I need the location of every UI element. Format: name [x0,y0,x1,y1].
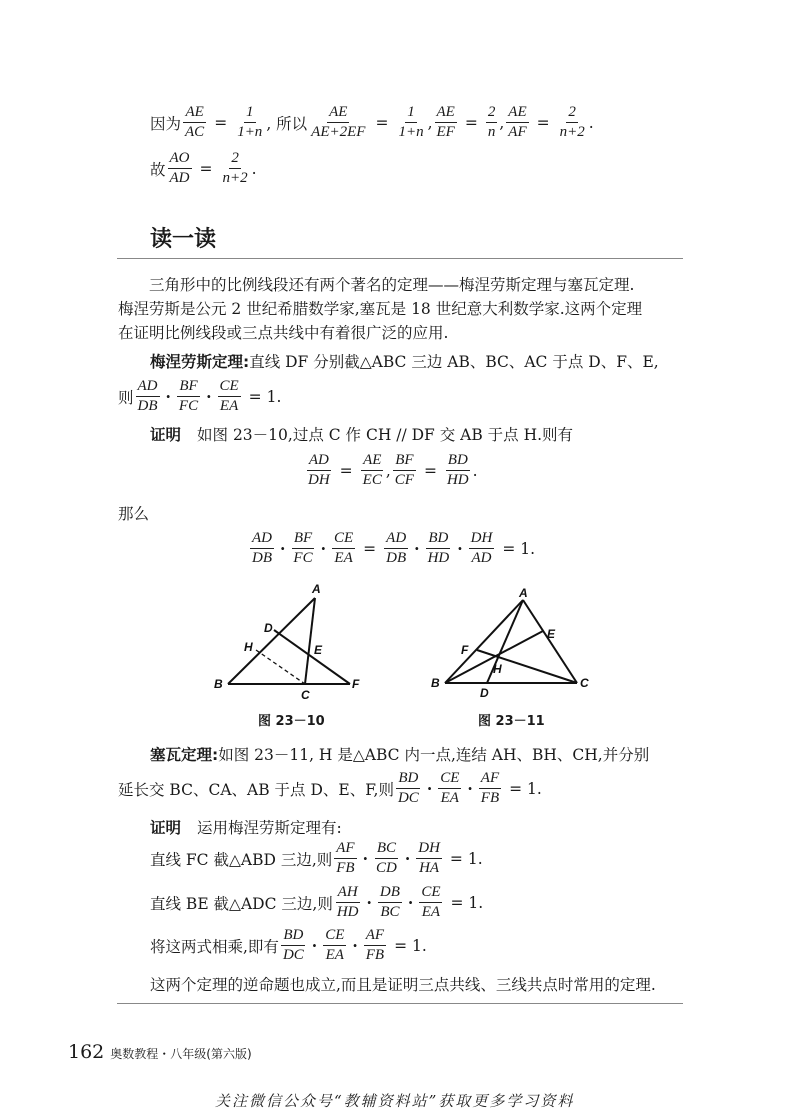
equals: = [214,113,228,132]
intro-line: 三角形中的比例线段还有两个著名的定理——梅涅劳斯定理与塞瓦定理. [149,276,635,294]
label-C: C [580,676,589,690]
fraction: $\frac{BF}{FC}$ [293,530,313,566]
fraction: $\frac{BD}{DC}$ [282,927,304,963]
fraction: $\frac{BF}{CF}$ [394,452,414,488]
fraction: $\frac{AD}{DB}$ [386,530,407,566]
fraction: $\frac{2}{n+2}$ [222,150,248,186]
ceva-statement: 塞瓦定理: 如图 23－11, H 是△ABC 内一点,连结 AH、BH、CH,并分别 [150,743,649,765]
formula-line-2: 故 $\frac{AO}{AD}$ = $\frac{2}{n+2}$ . [150,150,257,186]
label-H: H [493,662,502,676]
fraction: $\frac{CE}{EA}$ [421,884,441,920]
fraction: $\frac{AE}{AF}$ [508,104,527,140]
label-B: B [431,676,440,690]
fraction: $\frac{BD}{HD}$ [446,452,469,488]
segment-AC [523,600,577,683]
proof2-line-2: 直线 BE 截△ADC 三边,则 $\frac{AH}{HD}$ · $\frac{DB}{BC}$ · $\frac{CE}{EA}$ = 1. [150,884,484,920]
segment-AB [445,600,523,683]
fraction: $\frac{CE}{EA}$ [325,927,345,963]
figure-23-10 [200,578,380,703]
segment-AB [228,598,315,684]
fraction: $\frac{AD}{DB}$ [137,378,158,414]
section-divider-bottom [117,1003,683,1004]
proof-label: 证明 [150,819,182,837]
label-A: A [519,586,528,600]
fraction: $\frac{AO}{AD}$ [169,150,190,186]
text: , 所以 [266,114,308,133]
watermark: 关注微信公众号“教辅资料站”获取更多学习资料 [215,1092,575,1110]
fraction: $\frac{BF}{FC}$ [178,378,199,414]
label-D: D [264,621,273,635]
book-title: 奥数教程・八年级(第六版) [110,1047,252,1061]
figure-23-10-caption: 图 23－10 [258,714,325,729]
fraction: $\frac{AF}{FB}$ [480,770,500,806]
fraction: $\frac{1}{1+n}$ [398,104,424,140]
proof-label: 证明 [150,426,182,444]
label-F: F [461,643,469,657]
proof1-then: 那么 [118,505,150,523]
segment-CF [477,650,577,683]
fraction: $\frac{AF}{FB}$ [365,927,385,963]
fraction: $\frac{BD}{HD}$ [427,530,450,566]
proof2-conclusion: 这两个定理的逆命题也成立,而且是证明三点共线、三线共点时常用的定理. [150,976,656,994]
figure-23-11-caption: 图 23－11 [478,714,545,729]
fraction: $\frac{AE}{EF}$ [436,104,455,140]
fraction: $\frac{AE}{AE+2EF}$ [311,104,366,140]
fraction: $\frac{DB}{BC}$ [379,884,400,920]
fraction: $\frac{AE}{EC}$ [362,452,382,488]
fraction: $\frac{BC}{CD}$ [376,840,397,876]
intro-line: 梅涅劳斯是公元 2 世纪希腊数学家,塞瓦是 18 世纪意大利数学家.这两个定理 [118,300,643,318]
label-F: F [352,677,360,691]
label-B: B [214,677,223,691]
fraction: $\frac{AF}{FB}$ [336,840,355,876]
formula-line-1: 因为 $\frac{AE}{AC}$ = $\frac{1}{1+n}$ , 所以 $\frac{AE}{AE+2EF}$ = $\frac{1}{1+n}$ , $\frac{AE}{EF}$ = $\frac{2}{n}$ , $\frac{AE}{AF}$ = $\frac{2}{n+2}$ . [150,104,594,140]
menelaus-label: 梅涅劳斯定理: [150,353,250,371]
fraction: $\frac{AE}{AC}$ [185,104,205,140]
menelaus-formula: 则 $\frac{AD}{DB}$ · $\frac{BF}{FC}$ · $\frac{CE}{EA}$ = 1. [118,378,282,414]
section-title: 读一读 [150,227,217,252]
segment-AC [305,598,315,684]
menelaus-text: 直线 DF 分别截△ABC 三边 AB、BC、AC 于点 D、F、E, [249,353,659,371]
proof1-formula-2: $\frac{AD}{DB}$ · $\frac{BF}{FC}$ · $\frac{CE}{EA}$ = $\frac{AD}{DB}$ · $\frac{BD}{HD}$ · $\frac{DH}{AD}$ = 1. [252,530,536,566]
label-C: C [301,688,310,702]
fraction: $\frac{DH}{HA}$ [418,840,440,876]
label-E: E [314,643,323,657]
fraction: $\frac{2}{n}$ [487,104,496,140]
proof2-statement: 证明 运用梅涅劳斯定理有: [150,816,342,838]
segment-HC-dashed [256,650,305,684]
fraction: $\frac{1}{1+n}$ [237,104,263,140]
fraction: $\frac{AD}{DB}$ [252,530,272,566]
fraction: $\frac{CE}{EA}$ [440,770,460,806]
text: 因为 [150,114,182,133]
fraction: $\frac{2}{n+2}$ [559,104,585,140]
intro-paragraph [118,273,642,345]
fraction: $\frac{DH}{AD}$ [470,530,493,566]
label-A: A [312,582,321,596]
label-H: H [244,640,253,654]
label-E: E [547,627,556,641]
proof1-statement: 证明 如图 23－10,过点 C 作 CH // DF 交 AB 于点 H.则有 [150,423,573,445]
fraction: $\frac{CE}{EA}$ [219,378,239,414]
page-number: 162 [68,1041,105,1063]
proof2-line-1: 直线 FC 截△ABD 三边,则 $\frac{AF}{FB}$ · $\frac{BC}{CD}$ · $\frac{DH}{HA}$ = 1. [150,840,483,876]
fraction: $\frac{BD}{DC}$ [397,770,419,806]
ceva-label: 塞瓦定理: [150,746,219,764]
proof2-line-3: 将这两式相乘,即有 $\frac{BD}{DC}$ · $\frac{CE}{EA}$ · $\frac{AF}{FB}$ = 1. [150,927,427,963]
fraction: $\frac{AH}{HD}$ [336,884,359,920]
section-divider-top [117,258,683,259]
fraction: $\frac{AD}{DH}$ [308,452,330,488]
intro-line: 在证明比例线段或三点共线中有着很广泛的应用. [118,324,449,342]
label-D: D [480,686,489,700]
segment-DF [274,630,350,684]
fraction: $\frac{CE}{EA}$ [333,530,354,566]
ceva-formula: 延长交 BC、CA、AB 于点 D、E、F,则 $\frac{BD}{DC}$ · $\frac{CE}{EA}$ · $\frac{AF}{FB}$ = 1. [118,770,542,806]
figure-23-11 [425,584,600,704]
proof1-formula-1: $\frac{AD}{DH}$ = $\frac{AE}{EC}$ , $\frac{BF}{CF}$ = $\frac{BD}{HD}$ . [308,452,478,488]
page-footer [68,1041,252,1063]
menelaus-statement [150,350,659,372]
